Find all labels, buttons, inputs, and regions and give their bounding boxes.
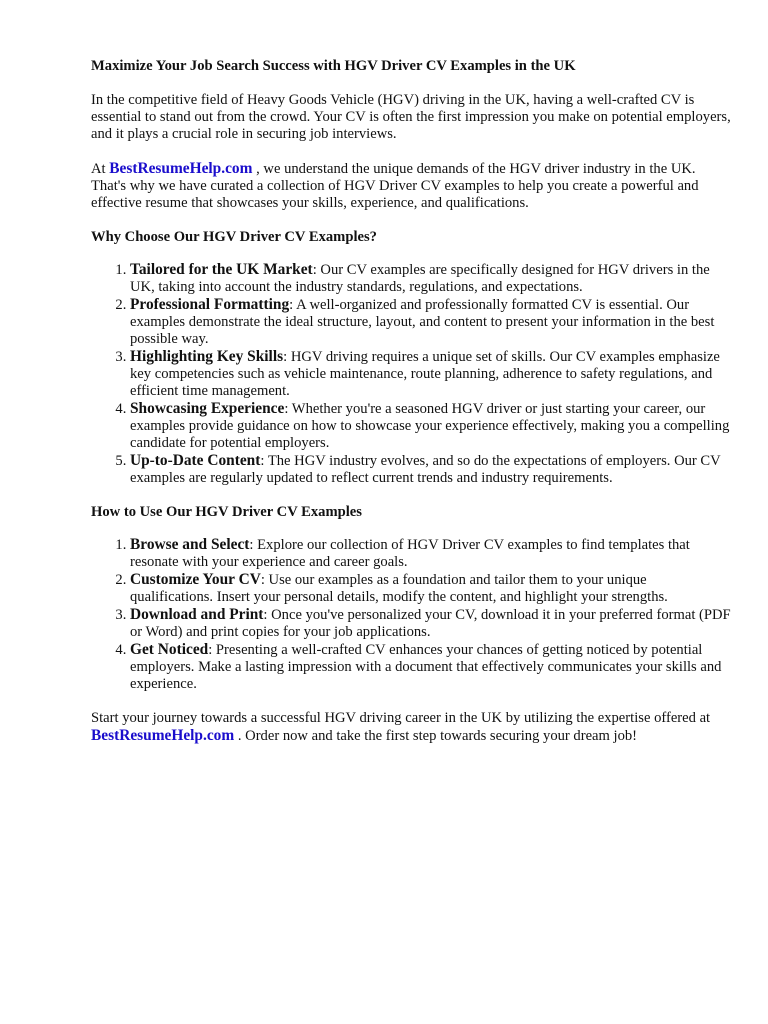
about-prefix: At — [91, 161, 110, 177]
list-item-term: Get Noticed — [130, 641, 209, 658]
list-item-text: Once you've personalized your CV, download it in your preferred format (PDF or Word) and print copies for your job applications. — [130, 607, 731, 640]
how-list — [91, 536, 731, 693]
bestresumehelp-link[interactable]: BestResumeHelp.com — [109, 160, 253, 177]
intro-paragraph: In the competitive field of Heavy Goods Vehicle (HGV) driving in the UK, having a well-crafted CV is essential to stand out from the crowd. Your CV is often the first impression you make on potential employers, and it plays a crucial role in securing job interviews. — [91, 92, 731, 142]
list-item-term: Tailored for the UK Market — [130, 261, 313, 278]
list-item-term: Download and Print — [130, 606, 264, 623]
why-list — [91, 261, 731, 487]
list-item-term: Professional Formatting — [130, 296, 290, 313]
closing-paragraph — [91, 710, 731, 745]
list-item-text: Our CV examples are specifically designed for HGV drivers in the UK, taking into account the industry standards, regulations, and expectations. — [130, 262, 710, 295]
list-item-text: Presenting a well-crafted CV enhances your chances of getting noticed by potential employers. Make a lasting impression with a document that effectively communicates your skills and experience. — [130, 642, 722, 692]
how-heading: How to Use Our HGV Driver CV Examples — [91, 504, 362, 520]
list-item: 3. Highlighting Key Skills: HGV driving requires a unique set of skills. Our CV examples emphasize key competencies such as vehicle maintenance, route planning, adherence to safety regulations, and efficient time management. — [130, 348, 731, 400]
list-item: 5. Up-to-Date Content: The HGV industry evolves, and so do the expectations of employers. Our CV examples are regularly updated to reflect current trends and industry requirements. — [130, 452, 731, 487]
list-item: 2. Professional Formatting: A well-organized and professionally formatted CV is essential. Our examples demonstrate the ideal structure, layout, and content to present your information in the best possible way. — [130, 296, 731, 348]
list-item: 2. Customize Your CV: Use our examples as a foundation and tailor them to your unique qualifications. Insert your personal details, modify the content, and highlight your strengths. — [130, 571, 731, 606]
list-item-term: Showcasing Experience — [130, 400, 285, 417]
bestresumehelp-link[interactable]: BestResumeHelp.com — [91, 727, 235, 744]
list-item: 3. Download and Print: Once you've personalized your CV, download it in your preferred format (PDF or Word) and print copies for your job applications. — [130, 606, 731, 641]
list-item-text: Use our examples as a foundation and tailor them to your unique qualifications. Insert your personal details, modify the content, and highlight your strengths. — [130, 572, 668, 605]
list-item: 1. Browse and Select: Explore our collection of HGV Driver CV examples to find templates that resonate with your experience and career goals. — [130, 536, 731, 571]
why-heading: Why Choose Our HGV Driver CV Examples? — [91, 229, 377, 245]
list-item-text: A well-organized and professionally formatted CV is essential. Our examples demonstrate the ideal structure, layout, and content to present your information in the best possible way. — [130, 297, 715, 347]
list-item: 1. Tailored for the UK Market: Our CV examples are specifically designed for HGV drivers in the UK, taking into account the industry standards, regulations, and expectations. — [130, 261, 731, 296]
document-title: Maximize Your Job Search Success with HGV Driver CV Examples in the UK — [91, 58, 576, 74]
list-item-text: Explore our collection of HGV Driver CV examples to find templates that resonate with your experience and career goals. — [130, 537, 690, 570]
document-body — [91, 58, 731, 762]
list-item-term: Browse and Select — [130, 536, 250, 553]
closing-suffix: . Order now and take the first step towards securing your dream job! — [234, 728, 638, 744]
list-item-text: Whether you're a seasoned HGV driver or just starting your career, our examples provide guidance on how to showcase your experience effectively, making you a compelling candidate for potential employers. — [130, 401, 730, 451]
closing-prefix: Start your journey towards a successful HGV driving career in the UK by utilizing the expertise offered at — [91, 710, 711, 726]
list-item-term: Customize Your CV — [130, 571, 261, 588]
list-item-term: Highlighting Key Skills — [130, 348, 284, 365]
list-item: 4. Get Noticed: Presenting a well-crafted CV enhances your chances of getting noticed by potential employers. Make a lasting impression with a document that effectively communicates your skills and experience. — [130, 641, 731, 693]
list-item-text: HGV driving requires a unique set of skills. Our CV examples emphasize key competencies such as vehicle maintenance, route planning, adherence to safety regulations, and efficient time management. — [130, 349, 720, 399]
about-paragraph — [91, 160, 731, 212]
list-item-term: Up-to-Date Content — [130, 452, 261, 469]
about-suffix: , we understand the unique demands of the HGV driver industry in the UK. That's why we have curated a collection of HGV Driver CV examples to help you create a powerful and effective resume that showcases your skills, experience, and qualifications. — [91, 161, 699, 211]
list-item-text: The HGV industry evolves, and so do the expectations of employers. Our CV examples are regularly updated to reflect current trends and industry requirements. — [130, 453, 721, 486]
list-item: 4. Showcasing Experience: Whether you're a seasoned HGV driver or just starting your career, our examples provide guidance on how to showcase your experience effectively, making you a compelling candidate for potential employers. — [130, 400, 731, 452]
